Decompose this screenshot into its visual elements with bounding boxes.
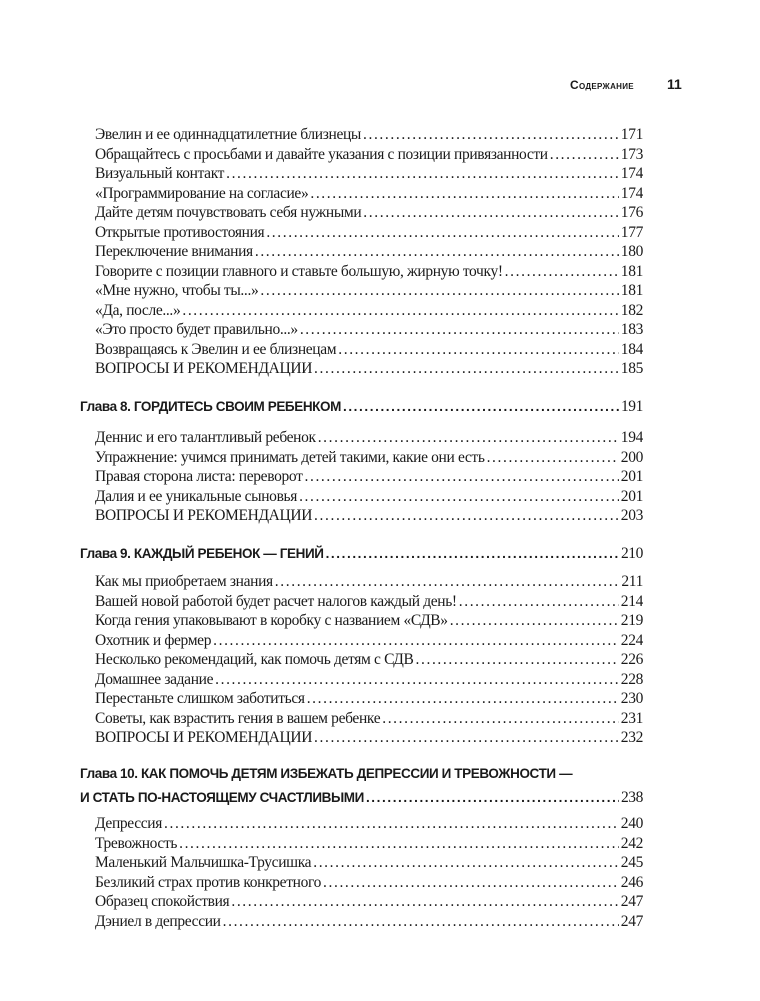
toc-entry[interactable] — [95, 223, 643, 243]
entry-title: ВОПРОСЫ И РЕКОМЕНДАЦИИ — [95, 360, 313, 377]
entry-page-number: 247 — [620, 912, 643, 930]
entry-page-number: 201 — [620, 487, 643, 505]
toc-entry[interactable] — [95, 709, 643, 729]
toc-entry[interactable] — [95, 650, 643, 670]
entry-title: Советы, как взрастить гения в вашем ребенке — [95, 709, 381, 727]
entry-page-number: 242 — [620, 834, 643, 852]
entry-page-number: 246 — [620, 873, 643, 891]
entry-title: И СТАТЬ ПО-НАСТОЯЩЕМУ СЧАСТЛИВЫМИ — [80, 789, 364, 805]
entry-title: Далия и ее уникальные сыновья — [95, 487, 298, 505]
entry-page-number: 211 — [621, 573, 643, 590]
entry-title: «Программирование на согласие» — [95, 184, 309, 202]
toc-entry[interactable] — [95, 184, 643, 204]
dot-leader — [164, 814, 619, 834]
entry-page-number: 232 — [620, 729, 643, 746]
toc-entry[interactable] — [95, 320, 643, 340]
dot-leader — [226, 164, 619, 184]
dot-leader — [550, 145, 619, 165]
toc-entry[interactable] — [95, 428, 643, 448]
entry-page-number: 230 — [620, 690, 643, 707]
dot-leader — [260, 281, 618, 301]
toc-entry[interactable] — [95, 892, 643, 912]
toc-entry[interactable] — [95, 689, 643, 709]
entry-page-number: 171 — [620, 126, 643, 143]
entry-title: Перестаньте слишком заботиться — [95, 690, 305, 707]
entry-page-number: 181 — [620, 282, 643, 299]
toc-entry[interactable] — [95, 853, 643, 873]
entry-page-number: 200 — [620, 448, 643, 466]
table-of-contents — [80, 125, 643, 931]
dot-leader — [459, 592, 619, 612]
page-number: 11 — [667, 76, 682, 92]
entry-page-number: 210 — [620, 544, 643, 562]
entry-page-number: 177 — [620, 223, 643, 241]
dot-leader — [307, 689, 619, 709]
entry-page-number: 174 — [620, 184, 643, 202]
toc-entry[interactable] — [95, 164, 643, 184]
entry-page-number: 219 — [620, 612, 643, 629]
entry-page-number: 203 — [620, 507, 643, 524]
entry-title: Тревожность — [95, 834, 178, 852]
entry-page-number: 180 — [620, 243, 643, 260]
toc-entry[interactable] — [95, 834, 643, 854]
entry-page-number: 228 — [620, 670, 643, 688]
entry-title: Как мы приобретаем знания — [95, 573, 273, 590]
chapter-heading[interactable] — [80, 788, 643, 808]
toc-entry[interactable] — [95, 631, 643, 651]
dot-leader — [275, 572, 620, 592]
entry-title: ВОПРОСЫ И РЕКОМЕНДАЦИИ — [95, 507, 313, 524]
entry-title: Несколько рекомендаций, как помочь детям с СДВ — [95, 651, 414, 668]
entry-title: Безликий страх против конкретного — [95, 873, 322, 891]
entry-title: Обращайтесь с просьбами и давайте указания с позиции привязанности — [95, 145, 548, 163]
entry-title: Глава 8. ГОРДИТЕСЬ СВОИМ РЕБЕНКОМ — [80, 398, 341, 414]
dot-leader — [182, 301, 618, 321]
entry-title: Деннис и его талантливый ребенок — [95, 429, 316, 446]
entry-page-number: 191 — [620, 397, 643, 415]
entry-title: Упражнение: учимся принимать детей такими, какие они есть — [95, 448, 485, 466]
dot-leader — [416, 650, 619, 670]
entry-title: Возвращаясь к Эвелин и ее близнецам — [95, 340, 337, 358]
entry-page-number: 173 — [620, 145, 643, 163]
dot-leader — [318, 428, 619, 448]
toc-entry[interactable] — [95, 873, 643, 893]
section-title: Содержание — [570, 78, 634, 92]
entry-page-number: 184 — [620, 340, 643, 358]
dot-leader — [305, 467, 619, 487]
entry-page-number: 214 — [620, 592, 643, 610]
toc-entry[interactable] — [95, 912, 643, 932]
dot-leader — [179, 834, 619, 854]
entry-page-number: 174 — [620, 165, 643, 182]
entry-page-number: 176 — [620, 204, 643, 221]
dot-leader — [363, 125, 619, 145]
entry-title: Дэниел в депрессии — [95, 912, 221, 930]
dot-leader — [215, 670, 619, 690]
entry-title: Визуальный контакт — [95, 165, 225, 182]
dot-leader — [326, 544, 619, 564]
dot-leader — [314, 506, 619, 526]
entry-title: Правая сторона листа: переворот — [95, 468, 303, 485]
entry-title: «Да, после...» — [95, 301, 181, 319]
toc-entry[interactable] — [95, 359, 643, 379]
dot-leader — [366, 788, 619, 808]
entry-title: ВОПРОСЫ И РЕКОМЕНДАЦИИ — [95, 729, 313, 746]
toc-entry[interactable] — [95, 262, 643, 282]
dot-leader — [314, 728, 619, 748]
entry-title: Эвелин и ее одиннадцатилетние близнецы — [95, 126, 361, 143]
entry-title: Дайте детям почувствовать себя нужными — [95, 204, 362, 221]
entry-title: Маленький Мальчишка-Трусишка — [95, 854, 312, 871]
entry-page-number: 231 — [620, 709, 643, 727]
toc-entry[interactable] — [95, 145, 643, 165]
chapter-heading[interactable] — [80, 544, 643, 564]
dot-leader — [314, 359, 619, 379]
entry-title: «Мне нужно, чтобы ты...» — [95, 282, 259, 299]
toc-entry[interactable] — [95, 814, 643, 834]
toc-entry[interactable] — [95, 611, 643, 631]
toc-entry[interactable] — [95, 572, 643, 592]
chapter-heading-line[interactable]: Глава 10. КАК ПОМОЧЬ ДЕТЯМ ИЗБЕЖАТЬ ДЕПРЕССИИ И ТРЕВОЖНОСТИ — — [80, 765, 573, 781]
running-header — [560, 76, 690, 96]
entry-page-number: 224 — [620, 631, 643, 649]
dot-leader — [323, 873, 619, 893]
dot-leader — [382, 709, 619, 729]
entry-page-number: 238 — [620, 788, 643, 806]
entry-title: Вашей новой работой будет расчет налогов каждый день! — [95, 592, 457, 610]
toc-entry[interactable] — [95, 592, 643, 612]
dot-leader — [213, 631, 619, 651]
dot-leader — [299, 487, 619, 507]
toc-entry[interactable] — [95, 203, 643, 223]
dot-leader — [343, 397, 619, 417]
dot-leader — [310, 184, 618, 204]
entry-title: Домашнее задание — [95, 670, 214, 688]
toc-entry[interactable] — [95, 728, 643, 748]
entry-title: Депрессия — [95, 815, 162, 832]
entry-page-number: 182 — [620, 301, 643, 319]
entry-page-number: 245 — [620, 854, 643, 871]
entry-title: «Это просто будет правильно...» — [95, 321, 298, 338]
dot-leader — [505, 262, 619, 282]
entry-title: Говорите с позиции главного и ставьте большую, жирную точку! — [95, 262, 503, 280]
chapter-heading[interactable] — [80, 397, 643, 417]
entry-title: Охотник и фермер — [95, 631, 212, 649]
entry-title: Переключение внимания — [95, 243, 253, 260]
toc-entry[interactable] — [95, 301, 643, 321]
entry-title: Глава 9. КАЖДЫЙ РЕБЕНОК — ГЕНИЙ — [80, 545, 324, 561]
dot-leader — [363, 203, 619, 223]
entry-page-number: 247 — [620, 893, 643, 910]
dot-leader — [300, 320, 619, 340]
toc-entry[interactable] — [95, 487, 643, 507]
entry-page-number: 185 — [620, 360, 643, 377]
dot-leader — [313, 853, 619, 873]
entry-title: Образец спокойствия — [95, 893, 230, 910]
toc-entry[interactable] — [95, 125, 643, 145]
toc-entry[interactable] — [95, 281, 643, 301]
dot-leader — [255, 242, 619, 262]
dot-leader — [450, 611, 619, 631]
entry-page-number: 181 — [620, 262, 643, 280]
toc-entry[interactable] — [95, 340, 643, 360]
dot-leader — [266, 223, 618, 243]
entry-page-number: 226 — [620, 651, 643, 668]
entry-title: Когда гения упаковывают в коробку с названием «СДВ» — [95, 612, 448, 629]
toc-entry[interactable] — [95, 448, 643, 468]
toc-entry[interactable] — [95, 242, 643, 262]
toc-entry[interactable] — [95, 670, 643, 690]
entry-title: Открытые противостояния — [95, 223, 265, 241]
entry-page-number: 240 — [620, 815, 643, 832]
dot-leader — [223, 912, 619, 932]
dot-leader — [487, 448, 619, 468]
entry-page-number: 183 — [620, 321, 643, 338]
toc-entry[interactable] — [95, 467, 643, 487]
dot-leader — [338, 340, 619, 360]
entry-page-number: 201 — [620, 468, 643, 485]
dot-leader — [231, 892, 618, 912]
toc-entry[interactable] — [95, 506, 643, 526]
entry-page-number: 194 — [620, 429, 643, 446]
